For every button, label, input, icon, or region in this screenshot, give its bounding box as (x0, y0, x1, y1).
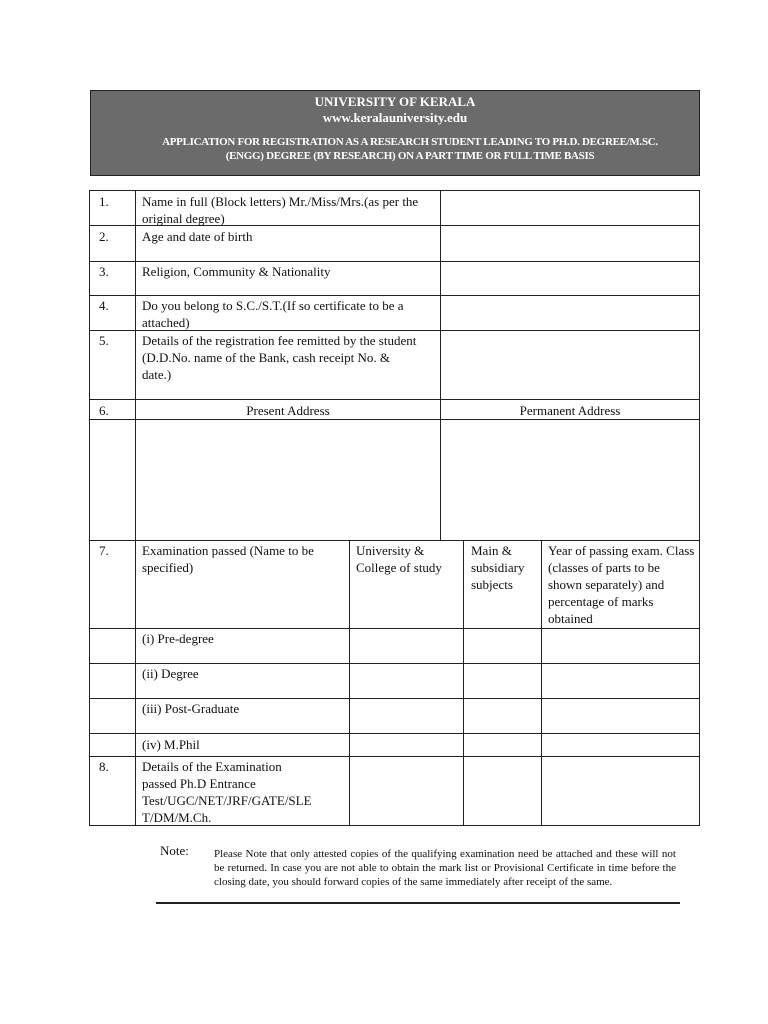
university-name: UNIVERSITY OF KERALA (314, 94, 476, 109)
row-number: 6. (99, 403, 109, 418)
col-year-class: Year of passing exam. Class (classes of parts to be shown separately) and percentage of marks obtained (548, 543, 695, 626)
divider (156, 902, 680, 904)
row-number: 5. (99, 333, 109, 348)
form-header (90, 90, 700, 176)
field-label-entrance: Details of the Examination passed Ph.D Entrance Test/UGC/NET/JRF/GATE/SLE T/DM/M.Ch. (142, 759, 312, 825)
note-text: Please Note that only attested copies of the qualifying examination need be attached and these will not be returned. In case you are not able to obtain the mark list or Provisional Certificate in time before the closing date, you should forward copies of the same immediately after receipt of the same. (214, 848, 676, 888)
row-number: 2. (99, 229, 109, 244)
university-website: www.keralauniversity.edu (322, 110, 468, 125)
col-university: University & College of study (356, 543, 442, 575)
exam-pre-degree: (i) Pre-degree (142, 631, 214, 646)
field-label-sc-st: Do you belong to S.C./S.T.(If so certificate to be a attached) (142, 298, 404, 330)
application-title: APPLICATION FOR REGISTRATION AS A RESEARCH STUDENT LEADING TO PH.D. DEGREE/M.SC. (ENGG) DEGREE (BY RESEARCH) ON A PART TIME OR FULL TIME BASIS (162, 136, 658, 162)
exam-degree: (ii) Degree (142, 666, 199, 681)
permanent-address-label: Permanent Address (519, 403, 621, 418)
field-label-fee: Details of the registration fee remitted by the student (D.D.No. name of the Bank, cash receipt No. & date.) (142, 333, 417, 382)
row-number: 1. (99, 194, 109, 209)
field-label-name: Name in full (Block letters) Mr./Miss/Mrs.(as per the original degree) (142, 194, 419, 226)
present-address-label: Present Address (246, 403, 330, 418)
row-number: 8. (99, 759, 109, 774)
row-number: 4. (99, 298, 109, 313)
note-label: Note: (160, 843, 189, 858)
col-main-subjects: Main & subsidiary subjects (471, 543, 525, 592)
col-exam-passed: Examination passed (Name to be specified) (142, 543, 314, 575)
field-label-religion: Religion, Community & Nationality (142, 264, 331, 279)
field-label-age: Age and date of birth (142, 229, 253, 244)
row-number: 3. (99, 264, 109, 279)
exam-post-graduate: (iii) Post-Graduate (142, 701, 240, 716)
row-number: 7. (99, 543, 109, 558)
exam-mphil: (iv) M.Phil (142, 737, 200, 752)
